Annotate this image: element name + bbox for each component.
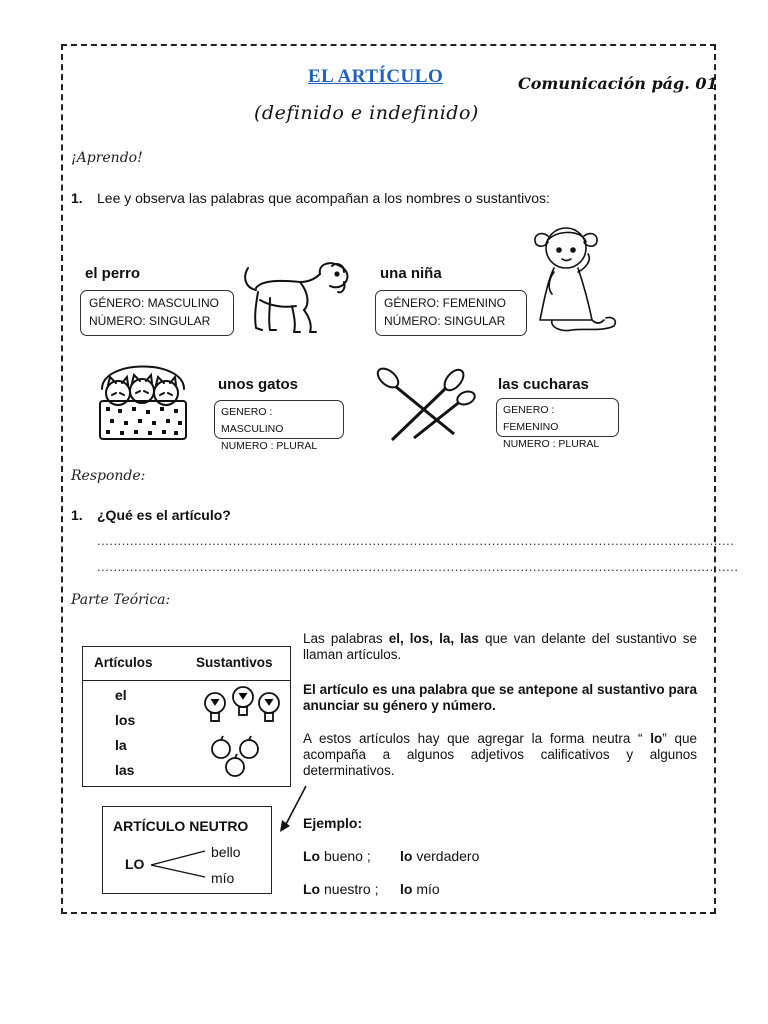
- example-word: verdadero: [412, 848, 480, 864]
- theory-text: ” que acompaña a algunos adjetivos calificativos y algunos determinativos.: [303, 731, 697, 778]
- neutral-word: bello: [211, 844, 241, 860]
- question-number: 1.: [71, 190, 83, 206]
- theory-text: que van delante del sustantivo se llaman artículos.: [303, 631, 697, 662]
- article-item: los: [115, 712, 136, 728]
- example-phrase: el perro: [85, 265, 141, 282]
- neutral-word: mío: [211, 870, 235, 886]
- theory-bold: lo: [650, 731, 663, 746]
- page-subtitle: (definido e indefinido): [254, 102, 479, 124]
- example-numero: NUMERO : PLURAL: [221, 440, 318, 452]
- theory-text: Las palabras: [303, 631, 389, 646]
- article-item: las: [115, 762, 135, 778]
- example-word: bueno ;: [320, 848, 371, 864]
- example-numero: NUMERO : PLURAL: [503, 438, 600, 450]
- table-header-cell: Sustantivos: [196, 655, 273, 670]
- example-item: [303, 881, 378, 897]
- example-item: [400, 848, 479, 864]
- section-aprendo: ¡Aprendo!: [71, 150, 143, 166]
- example-phrase: las cucharas: [498, 376, 589, 393]
- page-reference: Comunicación pág. 01: [518, 74, 718, 93]
- theory-paragraph: [303, 631, 697, 663]
- example-item: [303, 848, 371, 864]
- example-article: Lo: [303, 848, 321, 864]
- girl-illustration: [522, 220, 622, 340]
- neutral-article-lo: LO: [125, 856, 145, 872]
- example-genero: GÉNERO: FEMENINO: [384, 296, 507, 310]
- example-info-box: [214, 400, 344, 452]
- example-word: mío: [412, 881, 440, 897]
- table-header: [83, 647, 290, 681]
- example-item: [400, 881, 440, 897]
- answer-line[interactable]: ............................................................................................................................................................: [97, 559, 739, 574]
- page-title: EL ARTÍCULO: [308, 66, 444, 87]
- apples-illustration: [209, 735, 265, 779]
- spoons-illustration: [384, 368, 476, 444]
- theory-bold: el, los, la, las: [388, 631, 479, 646]
- section-responde: Responde:: [71, 468, 146, 484]
- table-header-cell: Artículos: [94, 655, 153, 670]
- example-phrase: una niña: [380, 265, 442, 282]
- neutral-article-title: ARTÍCULO NEUTRO: [113, 818, 249, 834]
- example-article: lo: [400, 881, 413, 897]
- article-item: la: [115, 737, 127, 753]
- section-parte-teorica: Parte Teórica:: [71, 592, 171, 608]
- example-genero: GENERO : MASCULINO: [221, 406, 284, 435]
- article-item: el: [115, 687, 127, 703]
- question-text: Lee y observa las palabras que acompañan a los nombres o sustantivos:: [97, 190, 550, 206]
- question-text: ¿Qué es el artículo?: [97, 507, 231, 523]
- dog-illustration: [240, 258, 355, 338]
- example-article: Lo: [303, 881, 321, 897]
- connector-lines: [149, 847, 209, 883]
- articles-table: [82, 646, 291, 787]
- theory-paragraph: [303, 731, 697, 779]
- lightbulbs-illustration: [201, 683, 281, 727]
- example-genero: GÉNERO: MASCULINO: [89, 296, 220, 310]
- example-article: lo: [400, 848, 413, 864]
- example-numero: NÚMERO: SINGULAR: [384, 314, 506, 328]
- answer-line[interactable]: ...........................................................................................................................................................: [97, 533, 735, 548]
- example-word: nuestro ;: [320, 881, 379, 897]
- example-numero: NÚMERO: SINGULAR: [89, 314, 211, 328]
- example-info-box: [80, 290, 234, 336]
- example-label: Ejemplo:: [303, 815, 363, 831]
- cats-basket-illustration: [96, 355, 191, 443]
- question-number: 1.: [71, 507, 83, 523]
- theory-text: A estos artículos hay que agregar la forma neutra “: [303, 731, 651, 746]
- neutral-article-box: [102, 806, 272, 894]
- example-phrase: unos gatos: [218, 376, 299, 393]
- example-info-box: [375, 290, 527, 336]
- theory-definition: El artículo es una palabra que se antepone al sustantivo para anunciar su género y número.: [303, 682, 697, 713]
- example-genero: GENERO : FEMENINO: [503, 404, 559, 433]
- example-info-box: [496, 398, 619, 450]
